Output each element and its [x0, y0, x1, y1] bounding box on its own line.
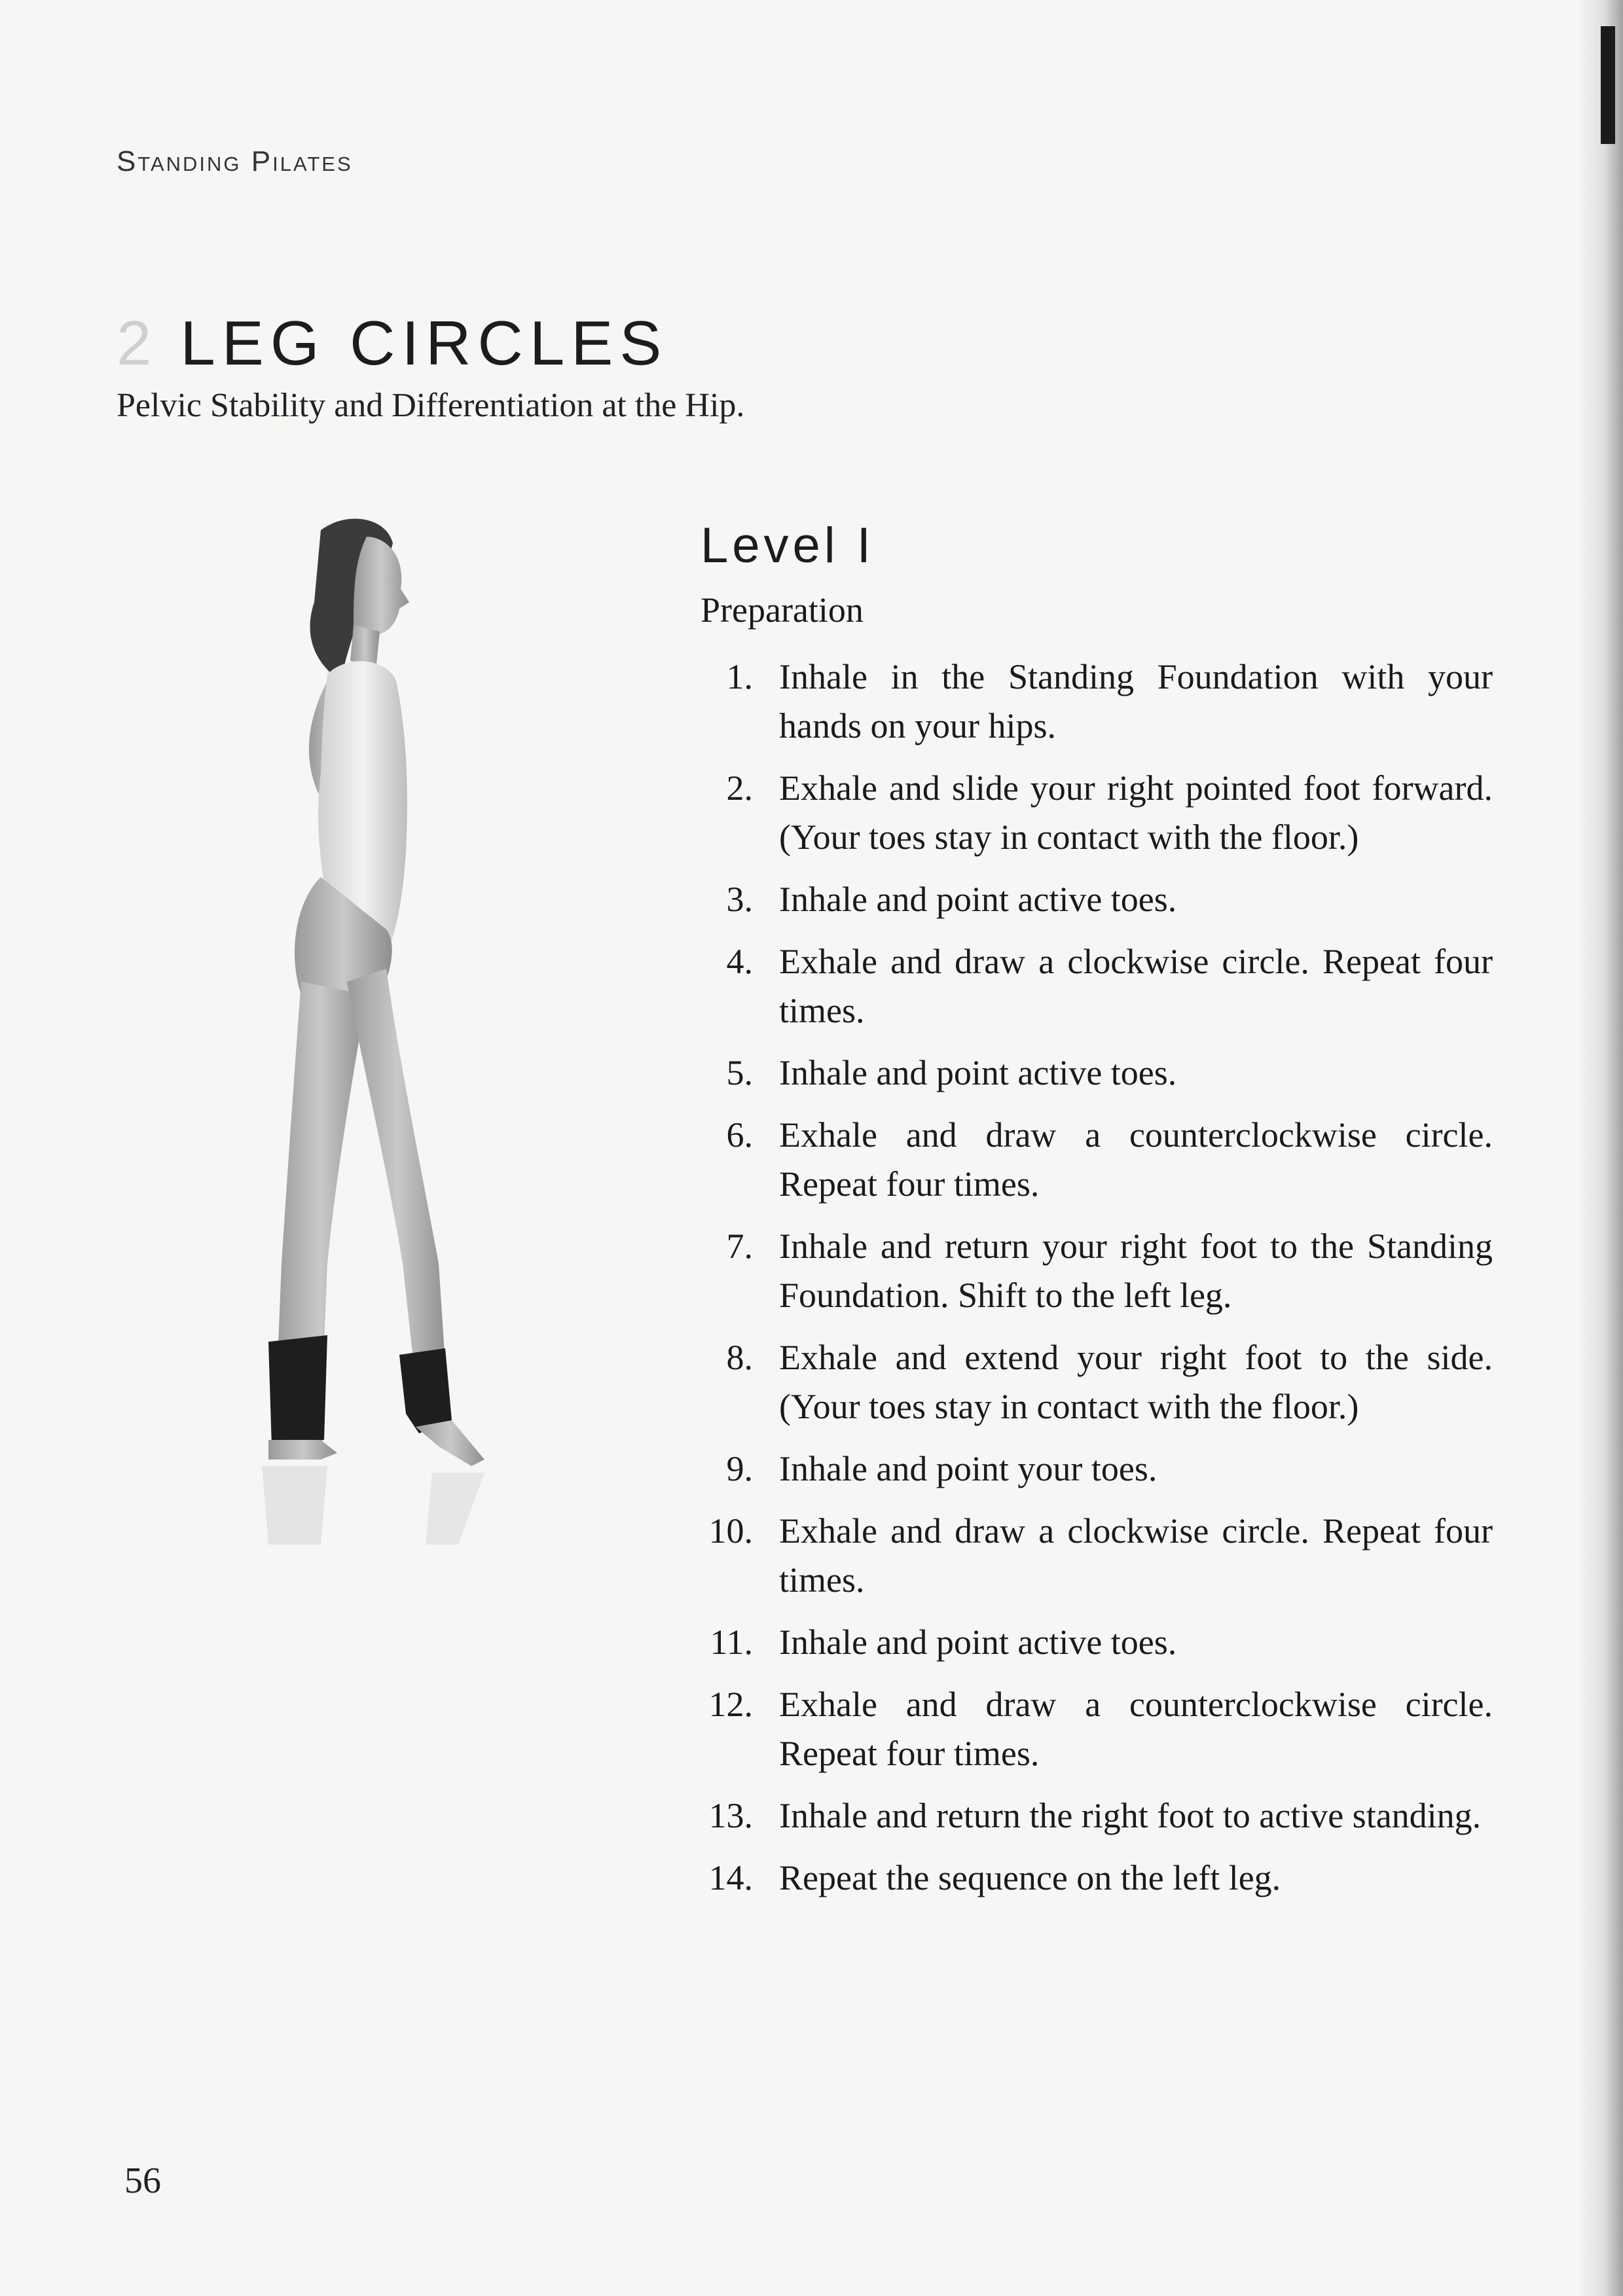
page-edge-mark [1601, 26, 1615, 144]
list-item: 8. Exhale and extend your right foot to the side. (Your toes stay in contact with the floor.) [726, 1338, 1493, 1426]
list-item: 12. Exhale and draw a counterclockwise circle. Repeat four times. [708, 1685, 1493, 1773]
list-item: 7. Inhale and return your right foot to the Standing Foundation. Shift to the left leg. [726, 1227, 1493, 1315]
woman-standing-figure [223, 511, 563, 1545]
list-item: 2. Exhale and slide your right pointed foot forward. (Your toes stay in contact with the floor.) [726, 768, 1493, 857]
exercise-number: 2 [117, 308, 158, 378]
list-item: 10. Exhale and draw a clockwise circle. Repeat four times. [708, 1511, 1493, 1600]
steps-list [701, 653, 1493, 1903]
list-item: 14. Repeat the sequence on the left leg. [708, 1858, 1281, 1897]
list-item: 6. Exhale and draw a counterclockwise circle. Repeat four times. [726, 1115, 1493, 1204]
list-item: 5. Inhale and point active toes. [726, 1053, 1177, 1092]
list-item: 11. Inhale and point active toes. [710, 1623, 1177, 1662]
list-item: 13. Inhale and return the right foot to active standing. [708, 1796, 1482, 1835]
level-heading: Level I [701, 518, 875, 573]
exercise-subtitle: Pelvic Stability and Differentiation at the Hip. [117, 387, 745, 424]
exercise-name: LEG CIRCLES [180, 308, 668, 378]
preparation-label: Preparation [701, 590, 864, 630]
list-item: 4. Exhale and draw a clockwise circle. Repeat four times. [726, 942, 1493, 1030]
list-item: 3. Inhale and point active toes. [726, 880, 1177, 919]
instructions-column [701, 517, 1493, 1916]
page-number: 56 [124, 2161, 161, 2201]
list-item: 1. Inhale in the Standing Foundation with your hands on your hips. [726, 657, 1493, 745]
exercise-title [117, 308, 668, 380]
running-head: Standing Pilates [117, 145, 353, 177]
exercise-photo [223, 511, 563, 1545]
page-edge-shadow [1577, 0, 1623, 2296]
list-item: 9. Inhale and point your toes. [726, 1449, 1158, 1488]
